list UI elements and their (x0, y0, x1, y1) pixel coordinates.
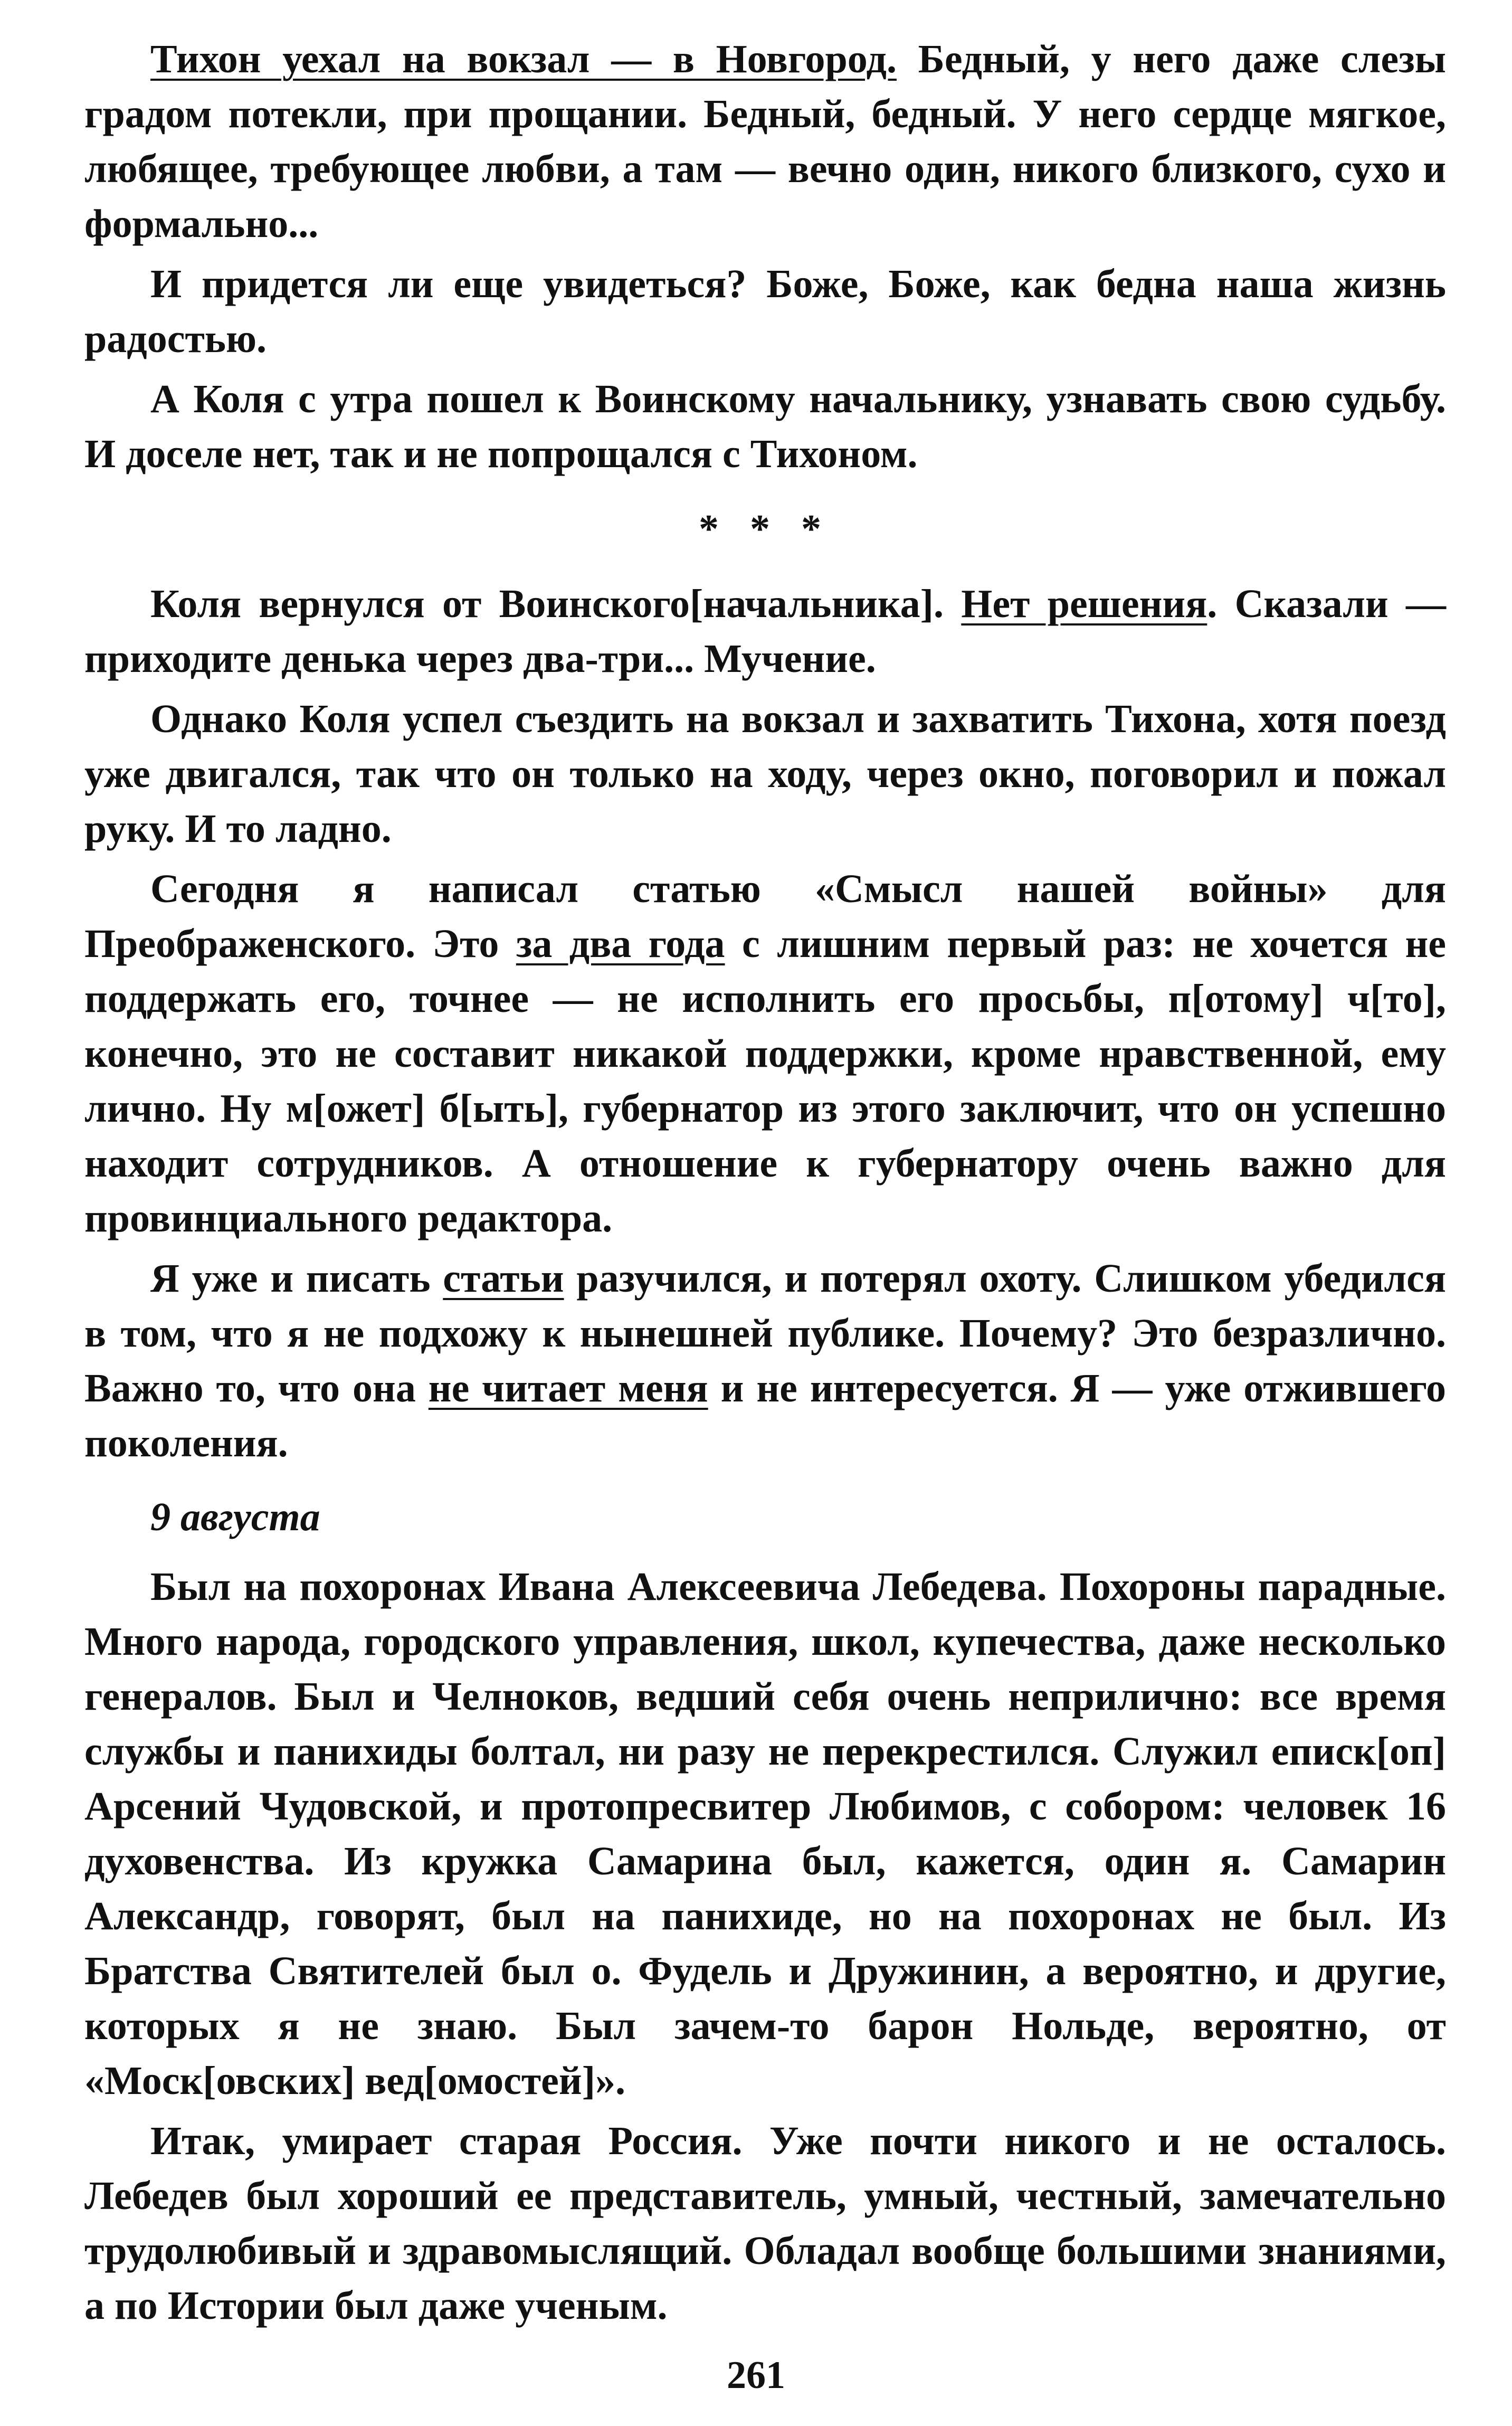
underlined-phrase: Нет решения (961, 582, 1207, 626)
underlined-phrase: Тихон уехал на вокзал — в Новгород. (150, 37, 897, 81)
paragraph-7-text-b: разучился, и потерял охоту. Слишком убедился в том, что я не подхожу к нынешней публике. Почему? Это безразлично. Важно то, что она (84, 1256, 1446, 1410)
page-text (84, 32, 1446, 2333)
paragraph-9: Итак, умирает старая Россия. Уже почти никого и не осталось. Лебедев был хороший ее представитель, умный, честный, замечательно трудолюбивый и здравомыслящий. Обладал вообще большими знаниями, а по Истории был даже ученым. (84, 2119, 1446, 2328)
paragraph-1 (84, 32, 1446, 251)
paragraph-1-text: Бедный, у него даже слезы градом потекли, при прощании. Бедный, бедный. У него сердце мягкое, любящее, требующее любви, а там — вечно один, никого близкого, сухо и формально... (84, 37, 1446, 246)
paragraph-7-text-a: Я уже и писать (150, 1256, 443, 1301)
entry-date: 9 августа (150, 1495, 320, 1539)
underlined-phrase: не читает меня (428, 1366, 708, 1410)
paragraph-4-text-a: Коля вернулся от Воинского[начальника]. (150, 582, 962, 626)
section-separator: * * * (699, 507, 832, 551)
paragraph-7-text-c: и не интересуется. Я — уже отжившего поколения. (84, 1366, 1447, 1465)
paragraph-6 (84, 861, 1446, 1246)
paragraph-8: Был на похоронах Ивана Алексеевича Лебедева. Похороны парадные. Много народа, городского управления, школ, купечества, даже несколько генералов. Был и Челноков, ведший себя очень неприлично: все время службы и панихиды болтал, ни разу не перекрестился. Служил еписк[оп] Арсений Чудовской, и протопресвитер Любимов, с собором: человек 16 духовенства. Из кружка Самарина был, кажется, один я. Самарин Александр, говорят, был на панихиде, но на похоронах не был. Из Братства Святителей был о. Фудель и Дружинин, а вероятно, и другие, которых я не знаю. Был зачем-то барон Нольде, вероятно, от «Моск[овских] вед[омостей]». (84, 1565, 1446, 2103)
paragraph-6-text-a: Сегодня я написал статью «Смысл нашей войны» для Преображенского. Это (84, 867, 1446, 966)
paragraph-2: И придется ли еще увидеться? Боже, Боже, как бедна наша жизнь радостью. (84, 262, 1446, 361)
underlined-phrase: статьи (443, 1256, 564, 1301)
paragraph-5: Однако Коля успел съездить на вокзал и захватить Тихона, хотя поезд уже двигался, так что он только на ходу, через окно, поговорил и пожал руку. И то ладно. (84, 697, 1446, 851)
page-number: 261 (727, 2354, 785, 2397)
paragraph-4 (84, 576, 1446, 686)
underlined-phrase: за два года (516, 922, 725, 966)
paragraph-6-text-b: с лишним первый раз: не хочется не поддержать его, точнее — не исполнить его просьбы, п[отому] ч[то], конечно, это не составит никакой поддержки, кроме нравственной, ему лично. Ну м[ожет] б[ыть], губернатор из этого заключит, что он успешно находит сотрудников. А отношение к губернатору очень важно для провинциального редактора. (84, 922, 1446, 1240)
paragraph-4-text-b: . Сказали — приходите денька через два-три... Мучение. (84, 582, 1446, 681)
paragraph-7 (84, 1251, 1446, 1471)
paragraph-3: А Коля с утра пошел к Воинскому начальнику, узнавать свою судьбу. И доселе нет, так и не попрощался с Тихоном. (84, 377, 1446, 476)
